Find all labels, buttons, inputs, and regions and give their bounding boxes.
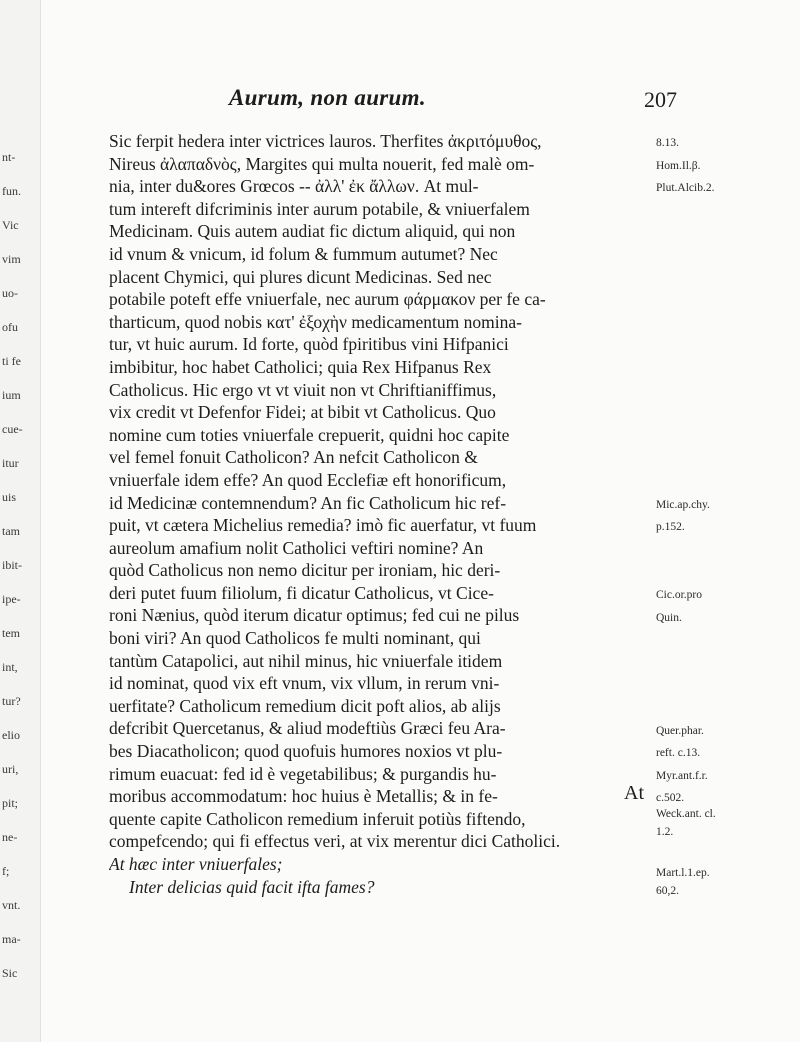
facing-page-fragment: tem: [2, 626, 20, 640]
facing-page-fragment: vnt.: [2, 898, 21, 912]
text-line: Catholicus. Hic ergo vt vt viuit non vt Chriftianiffimus,: [109, 379, 497, 400]
text-line: aureolum amafium nolit Catholici veftiri nomine? An: [109, 537, 484, 558]
text-line: nomine cum toties vniuerfale crepuerit, quidni hoc capite: [109, 424, 510, 445]
margin-note: Myr.ant.f.r.: [656, 769, 708, 782]
text-line: uerfitate? Catholicum remedium dicit poft alios, ab alijs: [109, 695, 501, 716]
facing-page-fragment: ofu: [2, 320, 18, 334]
facing-page-fragment: ne-: [2, 830, 18, 844]
text-line: compefcendo; qui fi effectus veri, at vix merentur dici Catholici.: [109, 831, 561, 852]
facing-page-fragment: Sic: [2, 966, 18, 980]
margin-note: 8.13.: [656, 137, 679, 149]
adjacent-page-margin: [0, 0, 41, 1042]
text-line: quòd Catholicus non nemo dicitur per ironiam, hic deri-: [109, 560, 501, 581]
facing-page-fragment: uri,: [2, 762, 19, 776]
text-line: rimum euacuat: fed id è vegetabilibus; & purgandis hu-: [109, 763, 497, 784]
text-line: defcribit Quercetanus, & aliud modeftiùs Græci feu Ara-: [109, 718, 506, 739]
margin-note: 1.2.: [656, 826, 674, 839]
facing-page-fragment: ibit-: [2, 558, 22, 572]
facing-page-fragment: cue-: [2, 422, 23, 436]
text-line: vel femel fonuit Catholicon? An nefcit Catholicon &: [109, 447, 478, 468]
facing-page-fragment: ti fe: [2, 354, 21, 368]
facing-page-fragment: tur?: [2, 694, 21, 708]
text-line: At hæc inter vniuerfales;: [109, 854, 283, 874]
facing-page-fragment: ipe-: [2, 592, 21, 606]
margin-note: Cic.or.pro: [656, 589, 702, 601]
facing-page-fragment: tam: [2, 524, 20, 538]
text-line: Medicinam. Quis autem audiat fic dictum aliquid, qui non: [109, 221, 516, 242]
text-line: Sic ferpit hedera inter victrices lauros. Therfites ἀκριτόμυθος,: [109, 131, 542, 151]
text-line: tum intereft difcriminis inter aurum potabile, & vniuerfalem: [109, 198, 530, 219]
text-line: id Medicinæ contemnendum? An fic Catholicum hic ref-: [109, 492, 507, 513]
running-title: Aurum, non aurum.: [229, 85, 426, 110]
facing-page-fragment: f;: [2, 864, 10, 878]
text-line: roni Nænius, quòd iterum dicatur optimus; fed cui ne pilus: [109, 605, 520, 626]
facing-page-fragment: Vic: [2, 218, 19, 232]
text-line: boni viri? An quod Catholicos fe multi nominant, qui: [109, 628, 481, 649]
margin-note: p.152.: [656, 521, 685, 534]
text-line: quente capite Catholicon remedium inferuit potiùs fiftendo,: [109, 808, 526, 829]
text-line: tantùm Catapolici, aut nihil minus, hic vniuerfale itidem: [109, 650, 503, 671]
facing-page-fragment: pit;: [2, 796, 19, 810]
facing-page-fragment: uis: [2, 490, 17, 504]
facing-page-fragment: ma-: [2, 932, 21, 946]
margin-note: Quin.: [656, 611, 682, 624]
text-line: imbibitur, hoc habet Catholici; quia Rex Hifpanus Rex: [109, 356, 492, 377]
text-line: potabile poteft effe vniuerfale, nec aurum φάρμακον per fe ca-: [109, 289, 546, 310]
facing-page-fragment: int,: [2, 660, 18, 674]
margin-note: Weck.ant. cl.: [656, 808, 716, 821]
margin-note: Quer.phar.: [656, 724, 704, 737]
facing-page-fragment: elio: [2, 728, 20, 742]
margin-note: Hom.Il.β.: [656, 159, 701, 172]
text-line: id vnum & vnicum, id folum & fummum autumet? Nec: [109, 243, 498, 264]
text-line: tharticum, quod nobis κατ' ἐξοχὴν medicamentum nomina-: [109, 311, 522, 332]
text-line: Inter delicias quid facit ifta fames?: [129, 876, 375, 897]
text-line: placent Chymici, qui plures dicunt Medicinas. Sed nec: [109, 266, 492, 287]
margin-note: c.502.: [656, 792, 685, 805]
text-line: moribus accommodatum: hoc huius è Metallis; & in fe-: [109, 786, 498, 807]
text-line: vniuerfale idem effe? An quod Ecclefiæ eft honorificum,: [109, 469, 507, 490]
facing-page-fragment: nt-: [2, 150, 16, 164]
page-header: [44, 85, 724, 115]
facing-page-fragment: uo-: [2, 286, 18, 300]
text-line: vix credit vt Defenfor Fidei; at bibit vt Catholicus. Quo: [109, 402, 496, 423]
facing-page-fragment: ium: [2, 388, 21, 402]
text-line: id nominat, quod vix eft vnum, vix vllum, in rerum vni-: [109, 673, 500, 694]
facing-page-fragment: vim: [2, 252, 21, 266]
text-line: puit, vt cætera Michelius remedia? imò fic auerfatur, vt fuum: [109, 515, 537, 536]
margin-note: Mart.l.1.ep.: [656, 866, 710, 879]
margin-note: Mic.ap.chy.: [656, 498, 710, 511]
margin-note: 60,2.: [656, 885, 679, 898]
text-line: nia, inter du&ores Grœcos -- ἀλλ' ἐκ ἄλλων. At mul-: [109, 176, 479, 197]
text-line: Nireus ἀλαπαδνὸς, Margites qui multa nouerit, fed malè om-: [109, 153, 535, 174]
body-text: [109, 130, 649, 898]
facing-page-fragment: fun.: [2, 184, 21, 198]
text-line: tur, vt huic aurum. Id forte, quòd fpiritibus vini Hifpanici: [109, 334, 509, 355]
margin-note: reft. c.13.: [656, 747, 701, 760]
text-line: bes Diacatholicon; quod quofuis humores noxios vt plu-: [109, 741, 503, 762]
catchword: At: [624, 782, 644, 804]
margin-note: Plut.Alcib.2.: [656, 182, 715, 195]
book-page: [44, 40, 796, 1030]
facing-page-fragment: itur: [2, 456, 19, 470]
text-line: deri putet fuum filiolum, fi dicatur Catholicus, vt Cice-: [109, 582, 494, 603]
page-number: 207: [644, 87, 677, 112]
